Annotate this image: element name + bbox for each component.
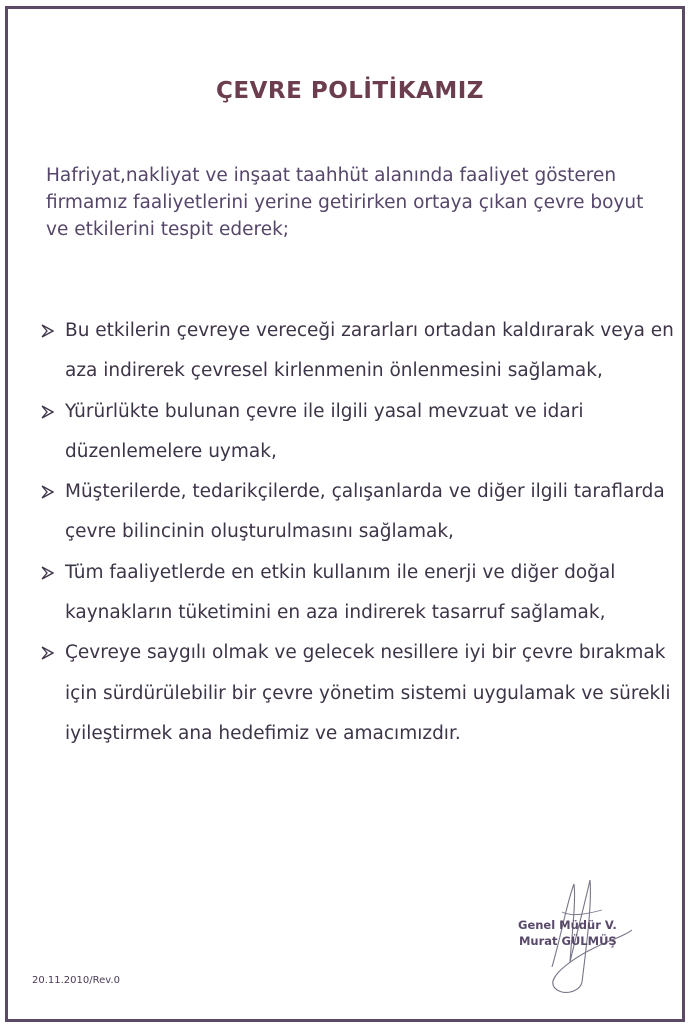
- arrowhead-bullet-icon: [36, 633, 58, 673]
- list-item: [36, 311, 686, 392]
- signatory-title: Genel Müdür V.: [518, 918, 617, 932]
- document-title: ÇEVRE POLİTİKAMIZ: [216, 78, 484, 104]
- list-item-text: Müşterilerde, tedarikçilerde, çalışanlarda ve diğer ilgili taraflarda çevre bilincinin oluşturulmasını sağlamak,: [65, 481, 665, 543]
- signatory-name: Murat GÜLMÜŞ: [518, 934, 617, 948]
- list-item: [36, 553, 686, 634]
- list-item-text: Tüm faaliyetlerde en etkin kullanım ile enerji ve diğer doğal kaynakların tüketimini en aza indirerek tasarruf sağlamak,: [65, 561, 616, 624]
- policy-list: [36, 311, 686, 754]
- list-item-text: Çevreye saygılı olmak ve gelecek nesillere iyi bir çevre bırakmak için sürdürülebilir bir çevre yönetim sistemi uygulamak ve sürekli iyileştirmek ana hedefimiz ve amacımızdır.: [65, 642, 671, 744]
- arrowhead-bullet-icon: [36, 311, 58, 351]
- signature-block: [518, 917, 617, 949]
- revision-code: 20.11.2010/Rev.0: [32, 975, 120, 986]
- list-item-text: Bu etkilerin çevreye vereceği zararları ortadan kaldırarak veya en aza indirerek çevresel kirlenmenin önlenmesini sağlamak,: [65, 320, 674, 382]
- arrowhead-bullet-icon: [36, 392, 58, 432]
- intro-paragraph: Hafriyat,nakliyat ve inşaat taahhüt alanında faaliyet gösteren firmamız faaliyetlerini yerine getirirken ortaya çıkan çevre boyut ve etkilerini tespit ederek;: [46, 165, 644, 240]
- arrowhead-bullet-icon: [36, 553, 58, 593]
- list-item-text: Yürürlükte bulunan çevre ile ilgili yasal mevzuat ve idari düzenlemelere uymak,: [65, 400, 584, 462]
- arrowhead-bullet-icon: [36, 472, 58, 512]
- list-item: [36, 472, 686, 553]
- list-item: [36, 392, 686, 473]
- list-item: [36, 633, 686, 754]
